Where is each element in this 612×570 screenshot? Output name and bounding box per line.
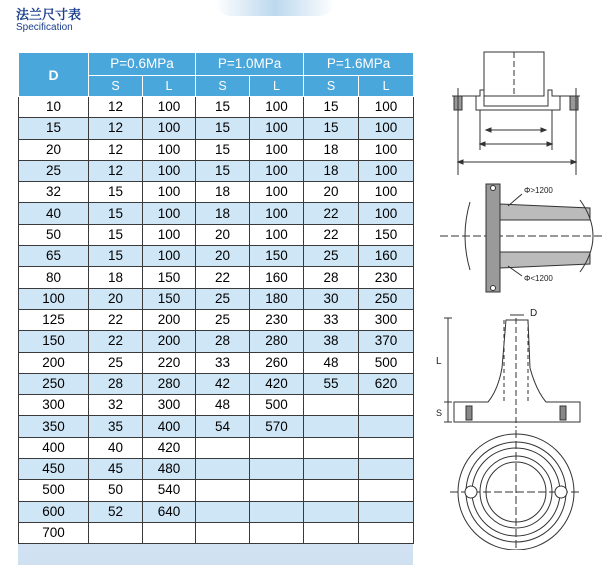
cell-s-value: 33 (196, 352, 250, 373)
cell-s-value: 33 (304, 309, 359, 330)
cell-s-value: 15 (89, 224, 143, 245)
cell-l-value: 100 (143, 97, 196, 118)
cell-l-value: 420 (250, 373, 304, 394)
cell-s-value: 15 (304, 97, 359, 118)
cell-l-value: 100 (359, 182, 414, 203)
cell-l-value: 480 (143, 459, 196, 480)
label-d: D (530, 308, 538, 319)
cell-l-value (359, 437, 414, 458)
cell-s-value: 40 (89, 437, 143, 458)
cell-s-value: 48 (196, 395, 250, 416)
cell-diameter: 10 (19, 97, 89, 118)
cell-s-value: 15 (196, 139, 250, 160)
cell-l-value (359, 416, 414, 437)
header-row-pressure (19, 53, 414, 76)
cell-diameter: 65 (19, 246, 89, 267)
spec-table (18, 52, 414, 544)
cell-s-value: 15 (89, 246, 143, 267)
column-header-pressure: P=1.6MPa (304, 53, 414, 76)
cell-l-value: 100 (143, 246, 196, 267)
cell-s-value: 42 (196, 373, 250, 394)
cell-l-value: 220 (143, 352, 196, 373)
cell-s-value (304, 522, 359, 543)
cell-l-value (250, 459, 304, 480)
cell-s-value: 18 (196, 182, 250, 203)
cell-diameter: 350 (19, 416, 89, 437)
cell-l-value: 150 (359, 224, 414, 245)
cell-s-value: 54 (196, 416, 250, 437)
cell-l-value (250, 501, 304, 522)
cell-diameter: 25 (19, 160, 89, 181)
cell-l-value (359, 522, 414, 543)
table-body (19, 97, 414, 544)
cell-l-value (250, 480, 304, 501)
table-row (19, 139, 414, 160)
cell-diameter: 125 (19, 309, 89, 330)
cell-s-value (304, 437, 359, 458)
cell-l-value (250, 522, 304, 543)
cell-l-value: 100 (250, 224, 304, 245)
cell-diameter: 50 (19, 224, 89, 245)
cell-s-value (304, 480, 359, 501)
cell-s-value (304, 501, 359, 522)
label-phi-greater: Φ>1200 (524, 186, 553, 195)
cell-s-value: 20 (304, 182, 359, 203)
cell-l-value: 500 (250, 395, 304, 416)
cell-s-value: 30 (304, 288, 359, 309)
table-row (19, 288, 414, 309)
cell-l-value: 370 (359, 331, 414, 352)
column-header-d: D (19, 53, 89, 97)
cell-s-value: 12 (89, 160, 143, 181)
cell-l-value: 640 (143, 501, 196, 522)
cell-s-value (304, 416, 359, 437)
column-header-s: S (196, 76, 250, 97)
cell-diameter: 80 (19, 267, 89, 288)
label-l: L (436, 356, 442, 367)
cell-s-value: 28 (196, 331, 250, 352)
cell-s-value: 25 (304, 246, 359, 267)
cell-l-value: 200 (143, 309, 196, 330)
cell-s-value: 12 (89, 118, 143, 139)
cell-diameter: 250 (19, 373, 89, 394)
cell-l-value: 200 (143, 331, 196, 352)
cell-s-value (196, 480, 250, 501)
cell-s-value: 18 (89, 267, 143, 288)
column-header-s: S (89, 76, 143, 97)
column-header-l: L (143, 76, 196, 97)
cell-s-value (304, 459, 359, 480)
cell-diameter: 400 (19, 437, 89, 458)
cell-l-value: 100 (359, 160, 414, 181)
cell-l-value (143, 522, 196, 543)
cell-l-value: 100 (143, 160, 196, 181)
cell-s-value: 18 (196, 203, 250, 224)
cell-l-value: 100 (143, 139, 196, 160)
table-row (19, 182, 414, 203)
table-row (19, 480, 414, 501)
cell-diameter: 40 (19, 203, 89, 224)
cell-l-value: 150 (250, 246, 304, 267)
cell-l-value: 100 (359, 97, 414, 118)
cell-diameter: 100 (19, 288, 89, 309)
cell-s-value (89, 522, 143, 543)
table-row (19, 352, 414, 373)
page-subtitle: Specification (16, 22, 73, 33)
cell-s-value (196, 522, 250, 543)
cell-s-value: 25 (196, 309, 250, 330)
cell-l-value (359, 480, 414, 501)
cell-diameter: 450 (19, 459, 89, 480)
table-row (19, 501, 414, 522)
cell-s-value: 48 (304, 352, 359, 373)
cell-l-value: 100 (250, 139, 304, 160)
cell-s-value: 20 (89, 288, 143, 309)
cell-l-value: 100 (250, 118, 304, 139)
cell-l-value: 280 (250, 331, 304, 352)
flange-section-drawing (452, 52, 580, 175)
cell-s-value: 22 (89, 331, 143, 352)
cell-l-value: 100 (143, 224, 196, 245)
cell-l-value: 100 (359, 118, 414, 139)
cell-s-value: 50 (89, 480, 143, 501)
cell-s-value: 15 (196, 97, 250, 118)
weld-neck-flange-drawing (444, 315, 580, 428)
cell-diameter: 600 (19, 501, 89, 522)
cell-s-value: 35 (89, 416, 143, 437)
cell-l-value: 100 (250, 97, 304, 118)
cell-l-value: 160 (250, 267, 304, 288)
cell-l-value: 230 (250, 309, 304, 330)
column-header-l: L (250, 76, 304, 97)
flange-front-view-drawing (450, 430, 582, 550)
table-row (19, 459, 414, 480)
cell-s-value: 38 (304, 331, 359, 352)
column-header-s: S (304, 76, 359, 97)
table-row (19, 522, 414, 543)
cell-diameter: 200 (19, 352, 89, 373)
cell-l-value: 100 (250, 160, 304, 181)
cell-s-value: 52 (89, 501, 143, 522)
cell-s-value: 12 (89, 139, 143, 160)
cell-l-value: 100 (250, 182, 304, 203)
cell-s-value: 22 (196, 267, 250, 288)
table-row (19, 416, 414, 437)
cell-s-value: 18 (304, 160, 359, 181)
column-header-pressure: P=1.0MPa (196, 53, 304, 76)
cell-s-value: 12 (89, 97, 143, 118)
cell-l-value (250, 437, 304, 458)
column-header-l: L (359, 76, 414, 97)
cell-l-value: 150 (143, 267, 196, 288)
cell-diameter: 32 (19, 182, 89, 203)
welded-flange-drawing (440, 184, 605, 292)
cell-s-value: 55 (304, 373, 359, 394)
cell-l-value: 280 (143, 373, 196, 394)
table-row (19, 373, 414, 394)
cell-s-value: 28 (304, 267, 359, 288)
cell-s-value (196, 459, 250, 480)
cell-l-value: 620 (359, 373, 414, 394)
label-s: S (436, 408, 443, 418)
table-row (19, 267, 414, 288)
cell-s-value (304, 395, 359, 416)
cell-l-value: 100 (359, 139, 414, 160)
cell-l-value: 260 (250, 352, 304, 373)
cell-s-value: 45 (89, 459, 143, 480)
cell-l-value: 100 (143, 203, 196, 224)
cell-diameter: 500 (19, 480, 89, 501)
table-row (19, 331, 414, 352)
decorative-swoosh (215, 0, 335, 16)
cell-l-value: 300 (143, 395, 196, 416)
table-row (19, 97, 414, 118)
cell-l-value: 300 (359, 309, 414, 330)
cell-l-value: 180 (250, 288, 304, 309)
cell-l-value: 570 (250, 416, 304, 437)
table-row (19, 118, 414, 139)
cell-l-value: 100 (143, 118, 196, 139)
cell-s-value: 15 (196, 118, 250, 139)
page-title: 法兰尺寸表 (16, 8, 82, 23)
cell-l-value: 420 (143, 437, 196, 458)
cell-diameter: 150 (19, 331, 89, 352)
cell-s-value: 15 (304, 118, 359, 139)
cell-l-value: 250 (359, 288, 414, 309)
cell-s-value: 22 (304, 203, 359, 224)
cell-s-value: 22 (89, 309, 143, 330)
cell-l-value (359, 395, 414, 416)
cell-l-value: 100 (359, 203, 414, 224)
table-row (19, 160, 414, 181)
cell-diameter: 20 (19, 139, 89, 160)
cell-s-value: 25 (89, 352, 143, 373)
cell-s-value: 20 (196, 224, 250, 245)
table-row (19, 395, 414, 416)
cell-s-value: 15 (89, 203, 143, 224)
cell-s-value: 15 (89, 182, 143, 203)
cell-l-value: 500 (359, 352, 414, 373)
table-row (19, 246, 414, 267)
spec-table-panel (18, 52, 413, 565)
cell-s-value (196, 437, 250, 458)
table-row (19, 309, 414, 330)
table-row (19, 203, 414, 224)
cell-l-value: 400 (143, 416, 196, 437)
column-header-pressure: P=0.6MPa (89, 53, 196, 76)
cell-l-value: 160 (359, 246, 414, 267)
cell-l-value: 100 (250, 203, 304, 224)
cell-l-value: 540 (143, 480, 196, 501)
cell-l-value (359, 501, 414, 522)
cell-s-value: 22 (304, 224, 359, 245)
cell-s-value: 32 (89, 395, 143, 416)
cell-diameter: 15 (19, 118, 89, 139)
cell-diameter: 300 (19, 395, 89, 416)
table-row (19, 224, 414, 245)
drawings-svg (430, 50, 610, 550)
cell-s-value: 25 (196, 288, 250, 309)
label-phi-less: Φ<1200 (524, 274, 553, 283)
cell-s-value: 20 (196, 246, 250, 267)
cell-s-value: 28 (89, 373, 143, 394)
cell-l-value: 230 (359, 267, 414, 288)
cell-s-value: 15 (196, 160, 250, 181)
cell-l-value (359, 459, 414, 480)
technical-drawings (430, 50, 610, 550)
cell-l-value: 150 (143, 288, 196, 309)
cell-diameter: 700 (19, 522, 89, 543)
cell-s-value: 18 (304, 139, 359, 160)
cell-l-value: 100 (143, 182, 196, 203)
cell-s-value (196, 501, 250, 522)
table-row (19, 437, 414, 458)
